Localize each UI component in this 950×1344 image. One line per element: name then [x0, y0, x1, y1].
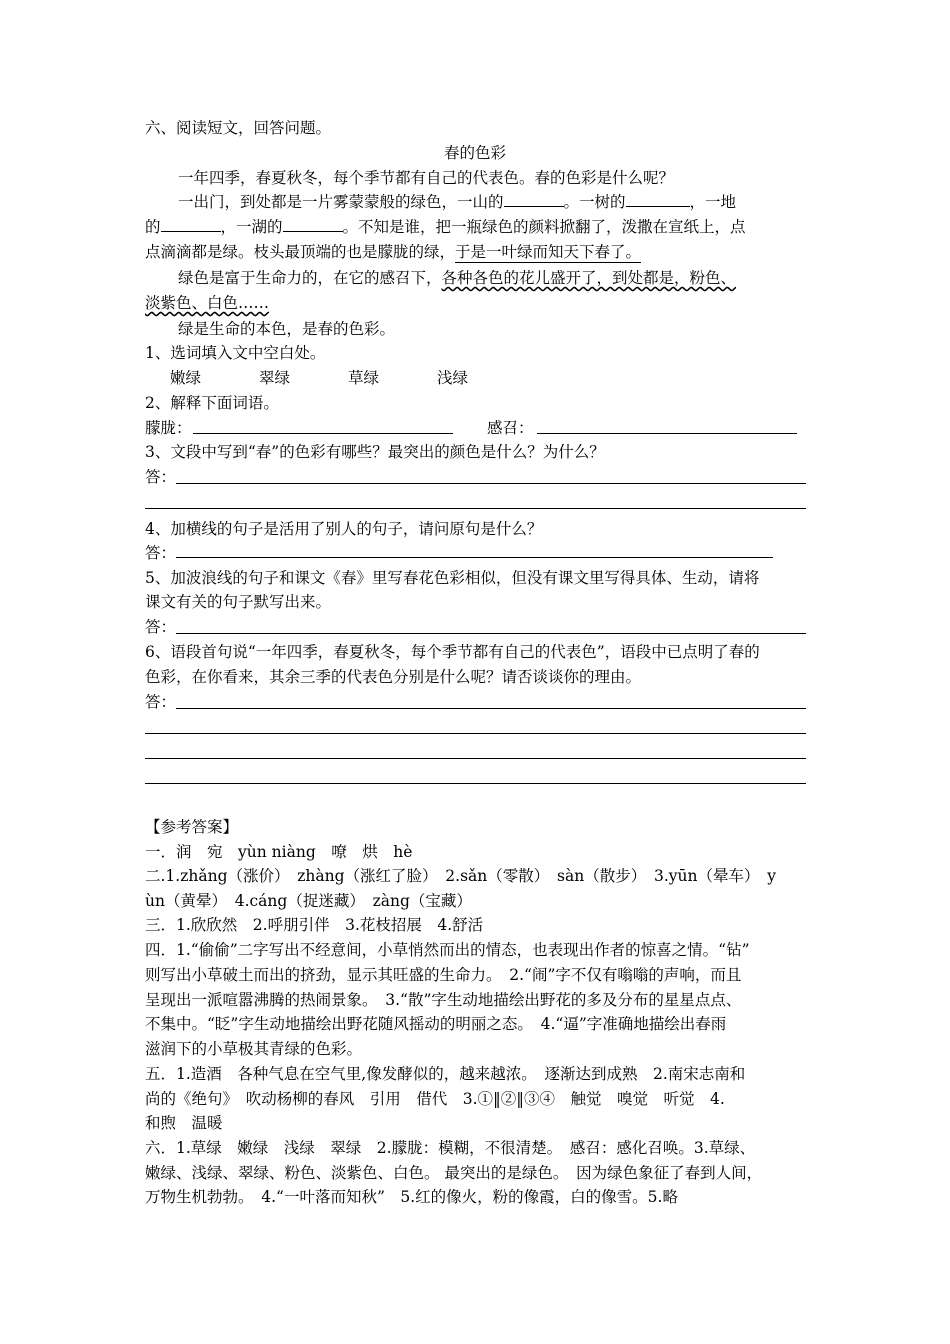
passage-text: ，一地 [689, 193, 737, 211]
answer-line-text: 三．1.欣欣然 2.呼朋引伴 3.花枝招展 4.舒活 [145, 916, 484, 934]
answer-label: 答： [145, 618, 177, 636]
word-option: 草绿 [348, 369, 380, 387]
answer-line[interactable] [193, 433, 453, 434]
word-option: 嫩绿 [170, 369, 202, 387]
passage-paragraph-1: 一年四季，春夏秋冬，每个季节都有自己的代表色。春的色彩是什么呢？ [178, 169, 675, 187]
answer-label: 答： [145, 693, 177, 711]
passage-text: 点滴滴都是绿。枝头最顶端的也是朦胧的绿， [145, 243, 456, 261]
answer-line[interactable] [537, 433, 797, 434]
passage-paragraph-2-line-1 [178, 190, 843, 214]
question-5-line-2: 课文有关的句子默写出来。 [145, 593, 332, 611]
question-6-line-1: 6、语段首句说“一年四季，春夏秋冬，每个季节都有自己的代表色”，语段中已点明了春的 [145, 643, 760, 661]
answer-line-text: 呈现出一派喧嚣沸腾的热闹景象。 3.“散”字生动地描绘出野花的多及分布的星星点点、 [145, 991, 742, 1009]
passage-text: 的 [145, 218, 161, 236]
passage-title: 春的色彩 [443, 144, 506, 162]
question-2: 2、解释下面词语。 [145, 394, 279, 412]
answer-line-text: 六．1.草绿 嫩绿 浅绿 翠绿 2.朦胧：模糊，不很清楚。 感召：感化召唤。3.草绿、 [145, 1139, 756, 1157]
question-5-line-1: 5、加波浪线的句子和课文《春》里写春花色彩相似，但没有课文里写得具体、生动，请将 [145, 569, 760, 587]
passage-paragraph-2-line-3 [145, 240, 810, 264]
answer-line-text: 五．1.造酒 各种气息在空气里,像发酵似的，越来越浓。 逐渐达到成熟 2.南宋志南和 [145, 1065, 746, 1083]
underlined-sentence: 于是一叶绿而知天下春了。 [455, 243, 642, 261]
answer-line-text: 滋润下的小草极其青绿的色彩。 [145, 1040, 363, 1058]
fill-blank-2[interactable] [626, 190, 690, 207]
fill-blank-1[interactable] [504, 190, 564, 207]
answer-line-text: 和煦 温暖 [145, 1114, 223, 1132]
passage-paragraph-3-line-2 [145, 291, 810, 315]
passage-paragraph-4: 绿是生命的本色，是春的色彩。 [178, 320, 396, 338]
section-heading: 六、阅读短文，回答问题。 [145, 119, 332, 137]
wavy-underlined-sentence: 淡紫色、白色…… [145, 294, 270, 312]
answer-line[interactable] [145, 508, 806, 509]
passage-text: 绿色是富于生命力的，在它的感召下， [178, 269, 442, 287]
term-ganzhao: 感召： [487, 419, 534, 437]
passage-text: 。一树的 [563, 193, 626, 211]
answer-line[interactable] [145, 758, 806, 759]
answer-line-text: 不集中。“眨”字生动地描绘出野花随风摇动的明丽之态。 4.“逼”字准确地描绘出春雨 [145, 1015, 727, 1033]
fill-blank-3[interactable] [161, 215, 221, 232]
question-3: 3、文段中写到“春”的色彩有哪些？最突出的颜色是什么？为什么？ [145, 443, 605, 461]
answer-line-text: ùn（黄晕） 4.cáng（捉迷藏） zàng（宝藏） [145, 892, 472, 910]
passage-text: 。不知是谁，把一瓶绿色的颜料掀翻了，泼撒在宣纸上，点 [342, 218, 746, 236]
answer-line[interactable] [176, 557, 773, 558]
answer-line[interactable] [145, 783, 806, 784]
passage-paragraph-2-line-2 [145, 215, 810, 239]
answer-line-text: 嫩绿、浅绿、翠绿、粉色、淡紫色、白色。 最突出的是绿色。 因为绿色象征了春到人间， [145, 1164, 763, 1182]
answer-line-text: 尚的《绝句》 吹动杨柳的春风 引用 借代 3.①‖②‖③④ 触觉 嗅觉 听觉 4. [145, 1090, 725, 1108]
answer-line-text: 二.1.zhǎng（涨价） zhàng（涨红了脸） 2.sǎn（零散） sàn（散步） 3.yūn（晕车） y [145, 867, 776, 885]
question-6-line-2: 色彩，在你看来，其余三季的代表色分别是什么呢？请否谈谈你的理由。 [145, 668, 642, 686]
answer-line[interactable] [176, 483, 806, 484]
answer-line-text: 四．1.“偷偷”二字写出不经意间，小草悄然而出的情态，也表现出作者的惊喜之情。“钻” [145, 941, 750, 959]
answer-label: 答： [145, 468, 177, 486]
answer-line[interactable] [176, 633, 806, 634]
passage-text: ，一湖的 [220, 218, 283, 236]
answer-line[interactable] [176, 708, 806, 709]
answer-line-text: 万物生机勃勃。 4.“一叶落而知秋” 5.红的像火，粉的像霞，白的像雪。5.略 [145, 1188, 678, 1206]
fill-blank-4[interactable] [283, 215, 343, 232]
answer-label: 答： [145, 544, 177, 562]
question-1: 1、选词填入文中空白处。 [145, 344, 326, 362]
term-menglong: 朦胧： [145, 419, 192, 437]
question-4: 4、加横线的句子是活用了别人的句子，请问原句是什么？ [145, 520, 543, 538]
wavy-underlined-sentence: 各种各色的花儿盛开了，到处都是，粉色、 [441, 269, 737, 287]
answer-line-text: 一．润 宛 yùn niàng 嘹 烘 hè [145, 843, 413, 861]
answer-line-text: 则写出小草破土而出的挤劲，显示其旺盛的生命力。 2.“闹”字不仅有嗡嗡的声响，而且 [145, 966, 742, 984]
word-option: 翠绿 [259, 369, 291, 387]
answer-line[interactable] [145, 733, 806, 734]
answers-heading: 【参考答案】 [145, 818, 239, 836]
word-option: 浅绿 [437, 369, 469, 387]
word-options [170, 366, 835, 390]
passage-paragraph-3-line-1 [178, 266, 843, 290]
passage-text: 一出门，到处都是一片雾蒙蒙般的绿色，一山的 [178, 193, 504, 211]
